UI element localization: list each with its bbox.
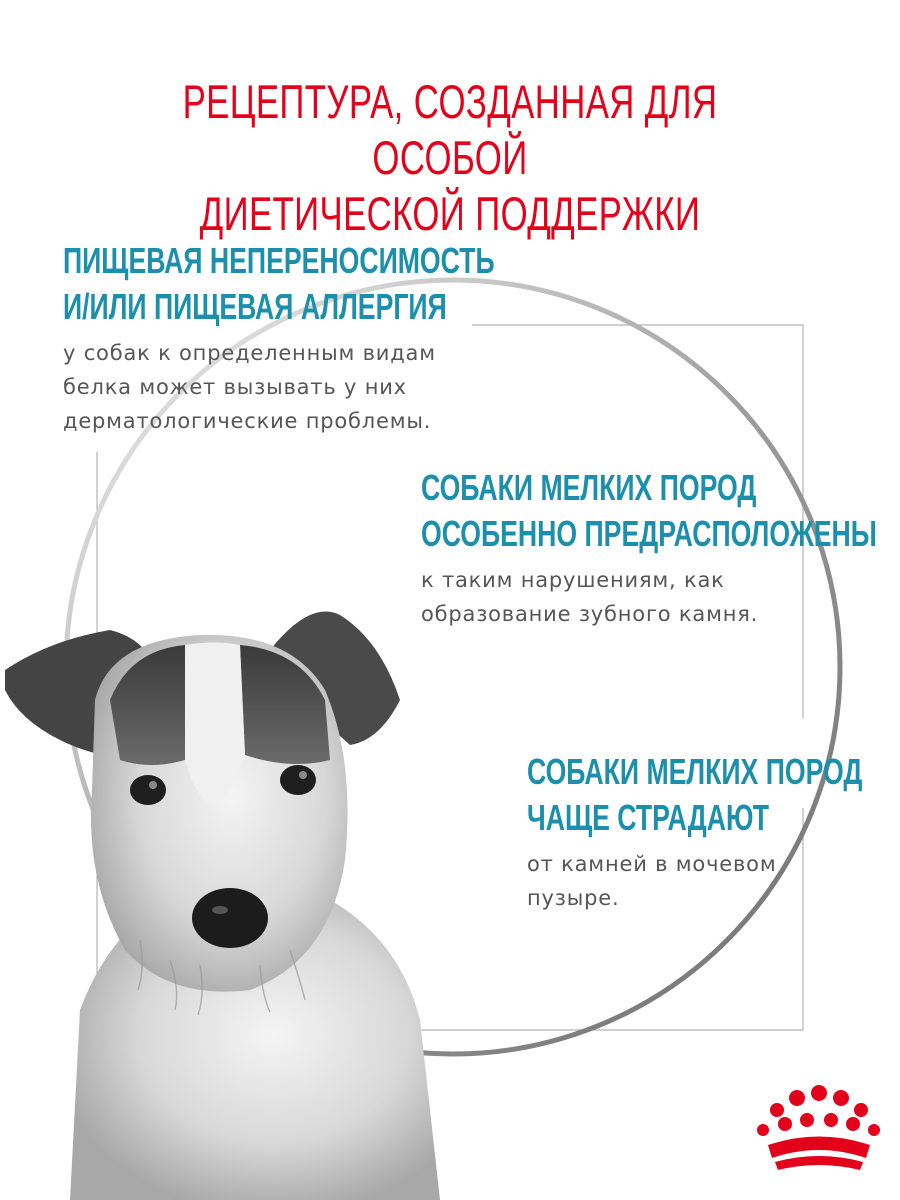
text-line: белка может вызывать у них: [63, 375, 407, 399]
heading-line: ОСОБЕННО ПРЕДРАСПОЛОЖЕНЫ: [421, 513, 877, 554]
info-block-heading: [421, 465, 877, 557]
text-line: к таким нарушениям, как: [421, 568, 725, 592]
royal-canin-crown-icon: [757, 1085, 880, 1170]
info-block-text: [527, 847, 900, 915]
info-block-heading: [63, 238, 495, 330]
text-line: дерматологические проблемы.: [63, 409, 432, 433]
heading-line: ЧАЩЕ СТРАДАЮТ: [527, 797, 770, 838]
text-line: образование зубного камня.: [421, 602, 759, 626]
heading-line: ПИЩЕВАЯ НЕПЕРЕНОСИМОСТЬ: [63, 240, 495, 281]
info-block-text: [63, 336, 646, 438]
text-line: пузыре.: [527, 886, 620, 910]
page-title-line-1: РЕЦЕПТУРА, СОЗДАННАЯ ДЛЯ ОСОБОЙ: [182, 75, 718, 184]
page-title-line-2: ДИЕТИЧЕСКОЙ ПОДДЕРЖКИ: [199, 187, 701, 240]
heading-line: И/ИЛИ ПИЩЕВАЯ АЛЛЕРГИЯ: [63, 286, 447, 327]
heading-line: СОБАКИ МЕЛКИХ ПОРОД: [421, 467, 757, 508]
heading-line: СОБАКИ МЕЛКИХ ПОРОД: [527, 751, 863, 792]
info-block-food-intolerance: [63, 238, 646, 438]
text-line: у собак к определенным видам: [63, 341, 436, 365]
page-title: [117, 74, 783, 242]
dog-photo: [5, 612, 440, 1200]
info-block-heading: [527, 749, 862, 841]
info-block-dental: [421, 465, 900, 631]
info-block-urinary: [527, 749, 900, 915]
info-block-text: [421, 563, 900, 631]
text-line: от камней в мочевом: [527, 852, 777, 876]
